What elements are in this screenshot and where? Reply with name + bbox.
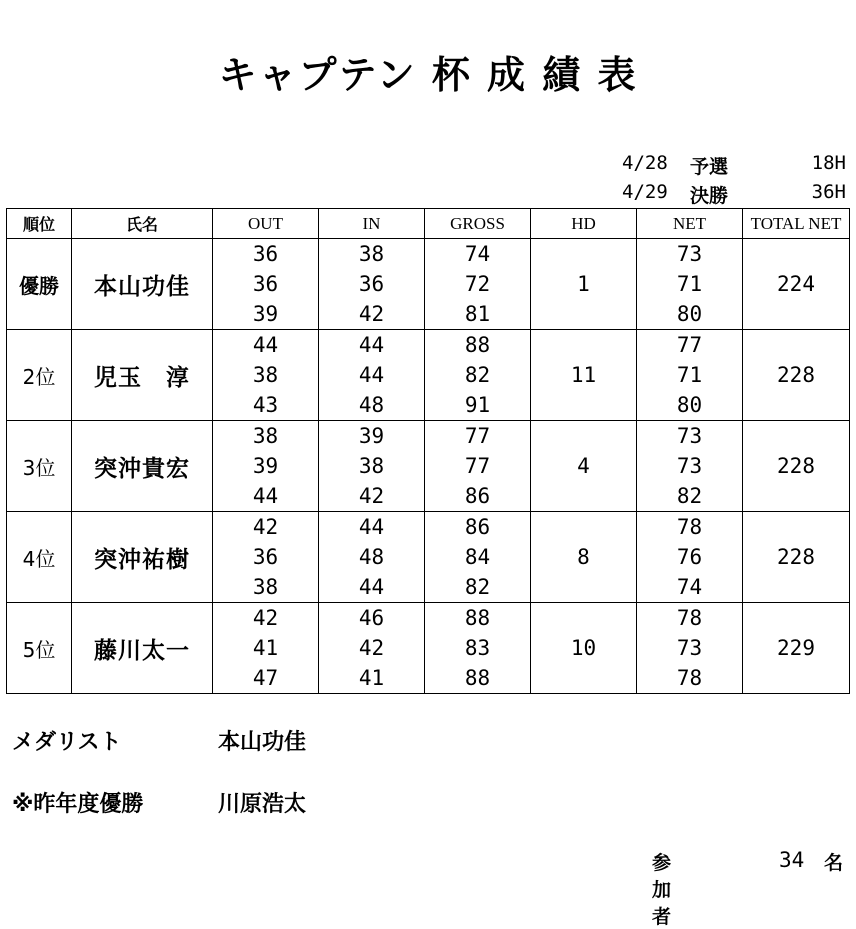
header-rank: 順位 bbox=[7, 209, 72, 239]
table-row bbox=[7, 512, 850, 603]
out-score-round-1: 44 bbox=[252, 333, 279, 357]
out-score-round-2: 38 bbox=[252, 363, 279, 387]
handicap-cell: 8 bbox=[531, 512, 637, 603]
out-score-round-3: 38 bbox=[252, 575, 279, 599]
gross-score-round-1: 74 bbox=[464, 242, 491, 266]
net-score-round-3: 74 bbox=[676, 575, 703, 599]
gross-score-cell bbox=[425, 330, 531, 421]
in-score-round-3: 42 bbox=[358, 484, 385, 508]
in-score-round-2: 36 bbox=[358, 272, 385, 296]
gross-score-round-1: 88 bbox=[464, 606, 491, 630]
header-total-net: TOTAL NET bbox=[743, 209, 850, 239]
out-score-cell bbox=[213, 421, 319, 512]
in-score-cell bbox=[319, 603, 425, 694]
table-row bbox=[7, 239, 850, 330]
net-score-round-1: 73 bbox=[676, 424, 703, 448]
page-title: キャプテン 杯 成 績 表 bbox=[218, 53, 638, 97]
out-score-round-1: 38 bbox=[252, 424, 279, 448]
net-score-round-3: 80 bbox=[676, 393, 703, 417]
gross-score-round-2: 72 bbox=[464, 272, 491, 296]
out-score-round-3: 43 bbox=[252, 393, 279, 417]
in-score-round-2: 44 bbox=[358, 363, 385, 387]
in-score-cell bbox=[319, 512, 425, 603]
results-table bbox=[6, 208, 850, 694]
header-net: NET bbox=[637, 209, 743, 239]
handicap-cell: 4 bbox=[531, 421, 637, 512]
net-score-cell bbox=[637, 512, 743, 603]
total-net-cell: 224 bbox=[743, 239, 850, 330]
handicap-cell: 10 bbox=[531, 603, 637, 694]
schedule-date: 4/29 bbox=[622, 181, 668, 203]
out-score-round-2: 36 bbox=[252, 272, 279, 296]
rank-cell: 3位 bbox=[7, 421, 72, 512]
in-score-cell bbox=[319, 239, 425, 330]
net-score-cell bbox=[637, 603, 743, 694]
net-score-round-1: 78 bbox=[676, 515, 703, 539]
out-score-round-2: 41 bbox=[252, 636, 279, 660]
gross-score-round-1: 88 bbox=[464, 333, 491, 357]
in-score-round-2: 48 bbox=[358, 545, 385, 569]
out-score-round-1: 42 bbox=[252, 515, 279, 539]
table-row bbox=[7, 330, 850, 421]
net-score-round-2: 73 bbox=[676, 454, 703, 478]
medalist-label: メダリスト bbox=[12, 730, 122, 755]
player-name: 藤川太一 bbox=[72, 603, 213, 694]
medalist-name: 本山功佳 bbox=[218, 730, 307, 755]
player-name: 本山功佳 bbox=[72, 239, 213, 330]
in-score-round-1: 46 bbox=[358, 606, 385, 630]
in-score-cell bbox=[319, 330, 425, 421]
schedule-row-qualifying bbox=[600, 152, 846, 178]
out-score-cell bbox=[213, 330, 319, 421]
header-hd: HD bbox=[531, 209, 637, 239]
net-score-round-2: 71 bbox=[676, 363, 703, 387]
in-score-round-3: 44 bbox=[358, 575, 385, 599]
net-score-round-2: 73 bbox=[676, 636, 703, 660]
schedule-holes: 36H bbox=[811, 181, 846, 203]
out-score-round-2: 39 bbox=[252, 454, 279, 478]
in-score-round-3: 42 bbox=[358, 302, 385, 326]
net-score-round-3: 82 bbox=[676, 484, 703, 508]
in-score-round-3: 48 bbox=[358, 393, 385, 417]
net-score-round-2: 71 bbox=[676, 272, 703, 296]
gross-score-round-3: 81 bbox=[464, 302, 491, 326]
out-score-round-3: 47 bbox=[252, 666, 279, 690]
schedule-label: 決勝 bbox=[690, 185, 729, 207]
last-year-winner-label: ※昨年度優勝 bbox=[12, 792, 144, 817]
in-score-round-2: 42 bbox=[358, 636, 385, 660]
total-net-cell: 228 bbox=[743, 330, 850, 421]
in-score-round-1: 44 bbox=[358, 333, 385, 357]
header-in: IN bbox=[319, 209, 425, 239]
gross-score-round-2: 83 bbox=[464, 636, 491, 660]
gross-score-round-3: 88 bbox=[464, 666, 491, 690]
rank-cell: 5位 bbox=[7, 603, 72, 694]
in-score-round-3: 41 bbox=[358, 666, 385, 690]
net-score-round-3: 78 bbox=[676, 666, 703, 690]
total-net-cell: 228 bbox=[743, 512, 850, 603]
last-year-winner-name: 川原浩太 bbox=[218, 792, 307, 817]
net-score-cell bbox=[637, 239, 743, 330]
player-name: 突沖祐樹 bbox=[72, 512, 213, 603]
table-row bbox=[7, 421, 850, 512]
out-score-round-3: 39 bbox=[252, 302, 279, 326]
rank-cell: 2位 bbox=[7, 330, 72, 421]
in-score-cell bbox=[319, 421, 425, 512]
gross-score-round-3: 86 bbox=[464, 484, 491, 508]
out-score-round-3: 44 bbox=[252, 484, 279, 508]
net-score-cell bbox=[637, 421, 743, 512]
handicap-cell: 1 bbox=[531, 239, 637, 330]
gross-score-round-3: 82 bbox=[464, 575, 491, 599]
player-name: 突沖貴宏 bbox=[72, 421, 213, 512]
gross-score-cell bbox=[425, 239, 531, 330]
out-score-cell bbox=[213, 603, 319, 694]
gross-score-cell bbox=[425, 421, 531, 512]
net-score-cell bbox=[637, 330, 743, 421]
header-out: OUT bbox=[213, 209, 319, 239]
schedule-label: 予選 bbox=[690, 156, 729, 178]
header-row bbox=[7, 209, 850, 239]
in-score-round-1: 44 bbox=[358, 515, 385, 539]
net-score-round-1: 73 bbox=[676, 242, 703, 266]
schedule-row-final bbox=[600, 181, 846, 207]
handicap-cell: 11 bbox=[531, 330, 637, 421]
rank-cell: 優勝 bbox=[7, 239, 72, 330]
out-score-cell bbox=[213, 512, 319, 603]
out-score-round-1: 36 bbox=[252, 242, 279, 266]
net-score-round-1: 77 bbox=[676, 333, 703, 357]
total-net-cell: 229 bbox=[743, 603, 850, 694]
gross-score-cell bbox=[425, 603, 531, 694]
out-score-cell bbox=[213, 239, 319, 330]
out-score-round-1: 42 bbox=[252, 606, 279, 630]
in-score-round-1: 38 bbox=[358, 242, 385, 266]
gross-score-round-3: 91 bbox=[464, 393, 491, 417]
out-score-round-2: 36 bbox=[252, 545, 279, 569]
player-name: 児玉 淳 bbox=[72, 330, 213, 421]
in-score-round-1: 39 bbox=[358, 424, 385, 448]
participants-count: 34 bbox=[779, 848, 805, 872]
schedule-date: 4/28 bbox=[622, 152, 668, 174]
rank-cell: 4位 bbox=[7, 512, 72, 603]
gross-score-cell bbox=[425, 512, 531, 603]
net-score-round-3: 80 bbox=[676, 302, 703, 326]
gross-score-round-1: 77 bbox=[464, 424, 491, 448]
net-score-round-1: 78 bbox=[676, 606, 703, 630]
gross-score-round-2: 82 bbox=[464, 363, 491, 387]
table-row bbox=[7, 603, 850, 694]
gross-score-round-1: 86 bbox=[464, 515, 491, 539]
gross-score-round-2: 84 bbox=[464, 545, 491, 569]
header-name: 氏名 bbox=[72, 209, 213, 239]
gross-score-round-2: 77 bbox=[464, 454, 491, 478]
header-gross: GROSS bbox=[425, 209, 531, 239]
schedule-holes: 18H bbox=[811, 152, 846, 174]
in-score-round-2: 38 bbox=[358, 454, 385, 478]
net-score-round-2: 76 bbox=[676, 545, 703, 569]
total-net-cell: 228 bbox=[743, 421, 850, 512]
participants-unit: 名 bbox=[824, 852, 844, 874]
participants-label: 参加者 bbox=[652, 852, 672, 928]
